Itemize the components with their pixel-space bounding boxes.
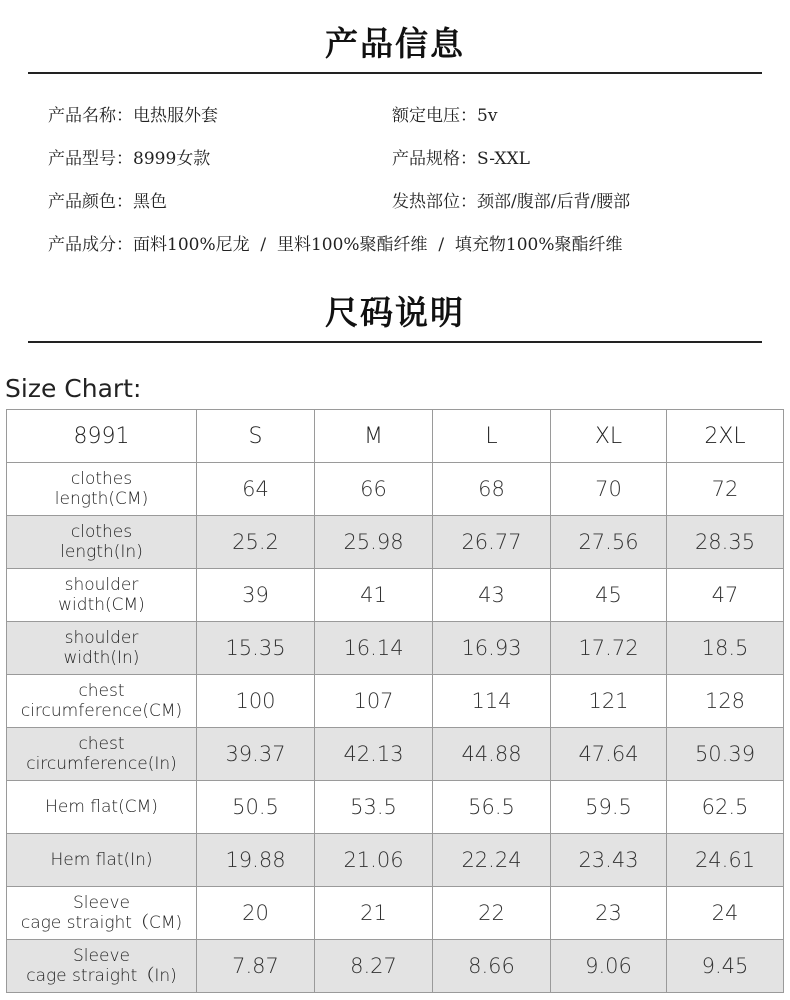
row-label-line: circumference(CM) — [20, 701, 183, 721]
value-cell: 114 — [433, 675, 551, 728]
value-cell: 16.93 — [433, 622, 551, 675]
table-row — [7, 887, 784, 940]
row-label-line: length(CM) — [54, 489, 149, 509]
value-cell: 25.98 — [315, 516, 433, 569]
row-label-line: Sleeve — [73, 946, 130, 966]
row-label-cell — [7, 463, 197, 516]
value-cell: 50.5 — [197, 781, 315, 834]
value-cell: 107 — [315, 675, 433, 728]
value-cell: 121 — [551, 675, 667, 728]
row-label-cell — [7, 516, 197, 569]
value-cell: 24 — [667, 887, 784, 940]
rated-voltage: 额定电压：5v — [392, 106, 498, 126]
row-label-line: clothes — [70, 469, 133, 489]
value-cell: 53.5 — [315, 781, 433, 834]
value-cell: 9.06 — [551, 940, 667, 993]
row-label-line: chest — [78, 681, 125, 701]
table-row — [7, 463, 784, 516]
row-label-line: cage straight（In) — [26, 966, 177, 986]
size-chart-label: Size Chart: — [5, 374, 142, 403]
row-label-line: Sleeve — [73, 893, 130, 913]
value-cell: 45 — [551, 569, 667, 622]
table-row — [7, 781, 784, 834]
value-cell: 59.5 — [551, 781, 667, 834]
value-cell: 24.61 — [667, 834, 784, 887]
value-cell: 22 — [433, 887, 551, 940]
row-label-line: width(In) — [63, 648, 140, 668]
value-cell: 21 — [315, 887, 433, 940]
header-cell-model: 8991 — [7, 410, 197, 463]
row-label-line: clothes — [70, 522, 133, 542]
table-row — [7, 675, 784, 728]
row-label-line: shoulder — [64, 575, 139, 595]
row-label-line: circumference(In) — [26, 754, 177, 774]
table-header-row — [7, 410, 784, 463]
value-cell: 9.45 — [667, 940, 784, 993]
value-cell: 16.14 — [315, 622, 433, 675]
value-cell: 72 — [667, 463, 784, 516]
value-cell: 100 — [197, 675, 315, 728]
product-info-title: 产品信息 — [325, 24, 465, 63]
value-cell: 47 — [667, 569, 784, 622]
size-table — [6, 409, 784, 993]
row-label-cell — [7, 675, 197, 728]
value-cell: 7.87 — [197, 940, 315, 993]
value-cell: 44.88 — [433, 728, 551, 781]
row-label-cell — [7, 728, 197, 781]
size-section-title: 尺码说明 — [325, 293, 465, 332]
value-cell: 64 — [197, 463, 315, 516]
row-label-cell — [7, 781, 197, 834]
row-label-line: Hem flat(In) — [50, 850, 153, 870]
row-label-line: Hem flat(CM) — [45, 797, 158, 817]
value-cell: 66 — [315, 463, 433, 516]
value-cell: 41 — [315, 569, 433, 622]
value-cell: 23 — [551, 887, 667, 940]
value-cell: 70 — [551, 463, 667, 516]
value-cell: 21.06 — [315, 834, 433, 887]
row-label-cell — [7, 940, 197, 993]
value-cell: 8.27 — [315, 940, 433, 993]
product-composition: 产品成分：面料100%尼龙 / 里料100%聚酯纤维 / 填充物100%聚酯纤维 — [48, 235, 623, 255]
row-label-cell — [7, 834, 197, 887]
row-label-cell — [7, 887, 197, 940]
value-cell: 23.43 — [551, 834, 667, 887]
table-row — [7, 940, 784, 993]
row-label-cell — [7, 622, 197, 675]
value-cell: 56.5 — [433, 781, 551, 834]
product-size-range: 产品规格：S-XXL — [392, 149, 530, 169]
row-label-line: length(In) — [60, 542, 143, 562]
table-row — [7, 622, 784, 675]
table-row — [7, 569, 784, 622]
value-cell: 43 — [433, 569, 551, 622]
product-name: 产品名称：电热服外套 — [48, 106, 218, 126]
value-cell: 22.24 — [433, 834, 551, 887]
row-label-line: cage straight（CM) — [20, 913, 183, 933]
value-cell: 62.5 — [667, 781, 784, 834]
value-cell: 20 — [197, 887, 315, 940]
row-label-cell — [7, 569, 197, 622]
value-cell: 15.35 — [197, 622, 315, 675]
size-section-rule — [28, 341, 762, 343]
header-cell-size: M — [315, 410, 433, 463]
header-cell-size: S — [197, 410, 315, 463]
value-cell: 128 — [667, 675, 784, 728]
row-label-line: width(CM) — [58, 595, 145, 615]
value-cell: 39.37 — [197, 728, 315, 781]
value-cell: 26.77 — [433, 516, 551, 569]
product-model: 产品型号：8999女款 — [48, 149, 211, 169]
table-row — [7, 728, 784, 781]
header-cell-size: XL — [551, 410, 667, 463]
value-cell: 18.5 — [667, 622, 784, 675]
value-cell: 39 — [197, 569, 315, 622]
product-color: 产品颜色：黑色 — [48, 192, 167, 212]
value-cell: 17.72 — [551, 622, 667, 675]
value-cell: 28.35 — [667, 516, 784, 569]
row-label-line: shoulder — [64, 628, 139, 648]
header-cell-size: 2XL — [667, 410, 784, 463]
value-cell: 25.2 — [197, 516, 315, 569]
table-row — [7, 834, 784, 887]
row-label-line: chest — [78, 734, 125, 754]
value-cell: 8.66 — [433, 940, 551, 993]
value-cell: 19.88 — [197, 834, 315, 887]
heating-zones: 发热部位：颈部/腹部/后背/腰部 — [392, 192, 631, 212]
value-cell: 50.39 — [667, 728, 784, 781]
value-cell: 27.56 — [551, 516, 667, 569]
table-row — [7, 516, 784, 569]
header-cell-size: L — [433, 410, 551, 463]
product-info-rule — [28, 72, 762, 74]
value-cell: 42.13 — [315, 728, 433, 781]
value-cell: 68 — [433, 463, 551, 516]
value-cell: 47.64 — [551, 728, 667, 781]
